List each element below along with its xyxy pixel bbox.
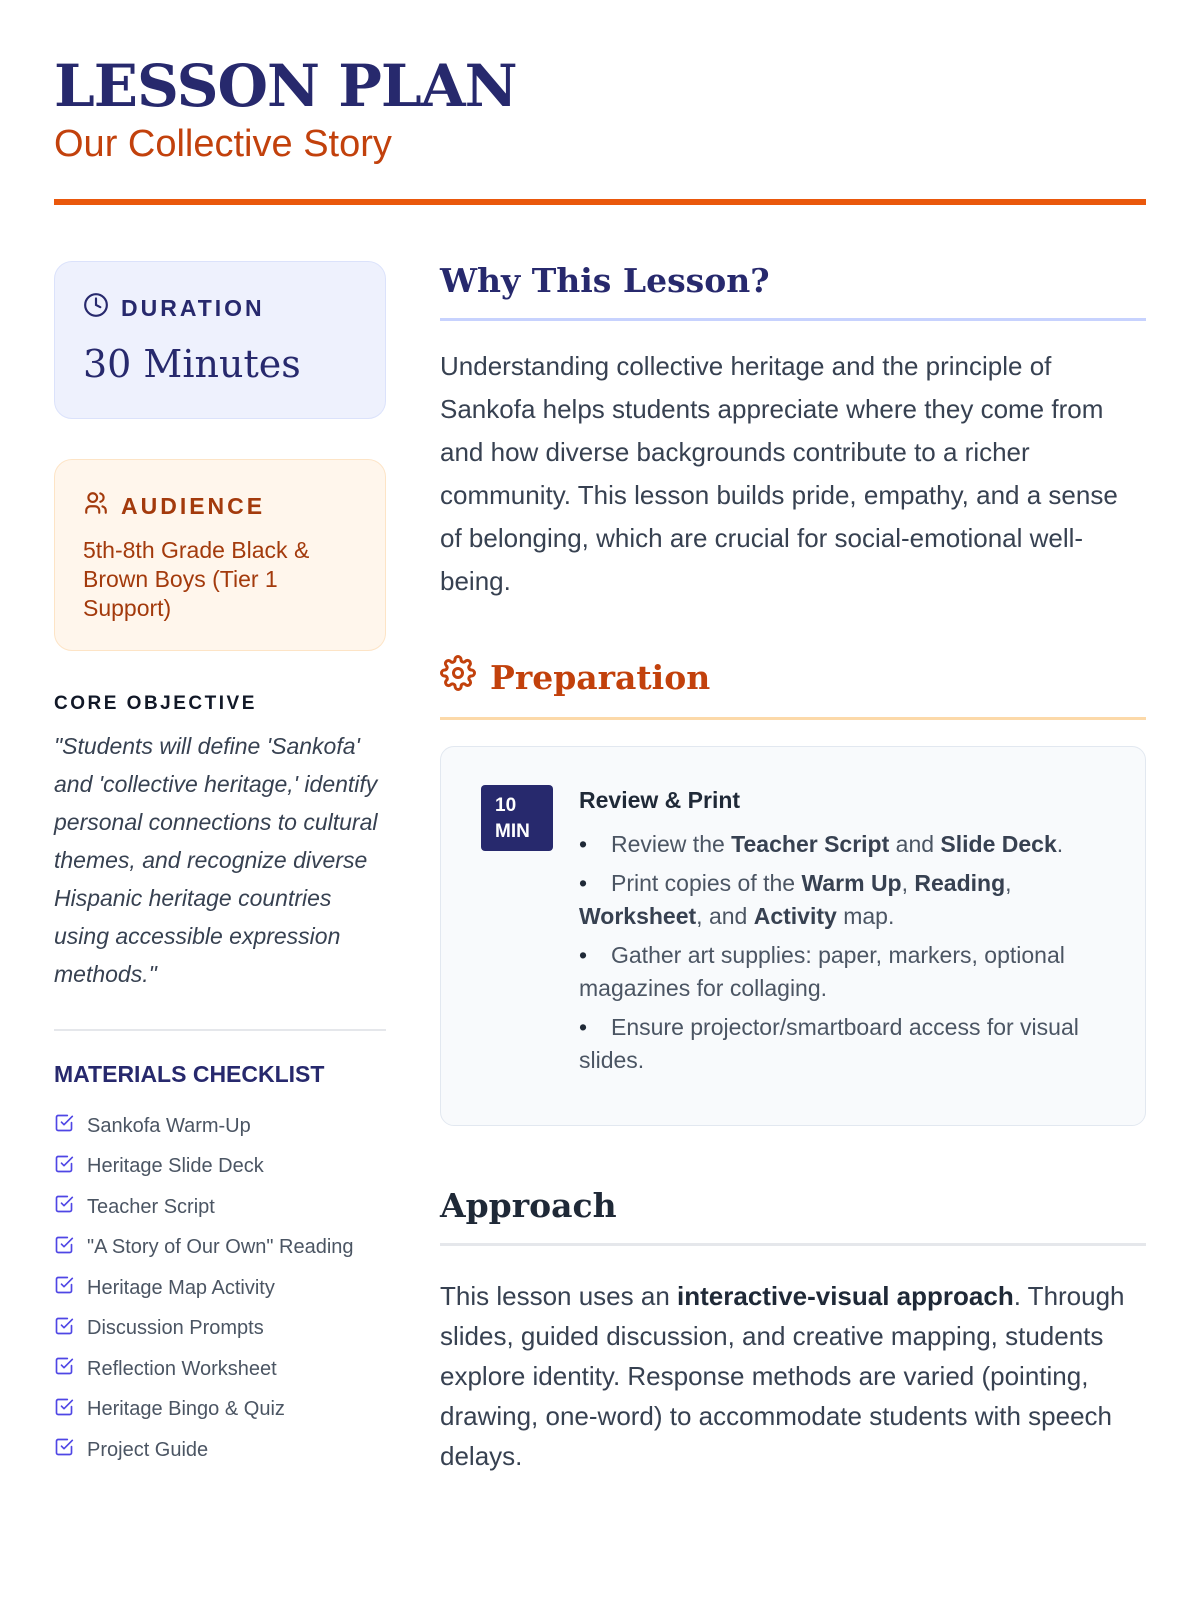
approach-divider — [440, 1243, 1146, 1246]
preparation-bullet: • Print copies of the Warm Up, Reading, Worksheet, and Activity map. — [579, 867, 1105, 933]
emphasis-text: Reading — [914, 870, 1006, 896]
main-content — [440, 261, 1146, 1502]
step-title: Review & Print — [579, 787, 741, 813]
checkbox-checked-icon — [54, 1397, 74, 1423]
why-divider — [440, 318, 1146, 321]
checkbox-checked-icon — [54, 1194, 74, 1220]
clock-icon — [83, 292, 109, 324]
materials-item-label: Sankofa Warm-Up — [87, 1114, 251, 1137]
materials-item-label: Heritage Slide Deck — [87, 1155, 264, 1178]
time-badge-unit: MIN — [495, 821, 530, 842]
gear-icon — [440, 655, 476, 699]
materials-item-label: Discussion Prompts — [87, 1317, 264, 1340]
materials-item-label: Heritage Map Activity — [87, 1276, 275, 1299]
checkbox-checked-icon — [54, 1235, 74, 1261]
duration-label: DURATION — [121, 294, 265, 321]
materials-item-label: Reflection Worksheet — [87, 1357, 277, 1380]
emphasis-text: Activity — [753, 903, 837, 929]
materials-item — [54, 1268, 386, 1309]
audience-label: AUDIENCE — [121, 492, 266, 519]
preparation-card — [440, 746, 1146, 1126]
preparation-divider — [440, 717, 1146, 720]
page-subtitle: Our Collective Story — [54, 123, 392, 165]
users-icon — [83, 490, 109, 522]
sidebar — [54, 261, 386, 1502]
emphasis-text: Slide Deck — [940, 831, 1057, 857]
checkbox-checked-icon — [54, 1316, 74, 1342]
objective-heading: CORE OBJECTIVE — [54, 693, 257, 714]
materials-item — [54, 1349, 386, 1390]
materials-item — [54, 1147, 386, 1188]
preparation-heading — [440, 655, 1146, 699]
emphasis-text: Warm Up — [801, 870, 902, 896]
emphasis-text: Worksheet — [579, 903, 697, 929]
page-title: LESSON PLAN — [54, 52, 517, 120]
checkbox-checked-icon — [54, 1275, 74, 1301]
checkbox-checked-icon — [54, 1113, 74, 1139]
materials-checklist — [54, 1106, 386, 1471]
checkbox-checked-icon — [54, 1356, 74, 1382]
materials-item-label: Teacher Script — [87, 1195, 215, 1218]
materials-item — [54, 1187, 386, 1228]
objective-text: "Students will define 'Sankofa' and 'collective heritage,' identify personal connections to cultural themes, and recognize diverse Hispanic heritage countries using accessible expression methods." — [54, 733, 378, 987]
approach-heading: Approach — [440, 1186, 617, 1225]
preparation-bullets — [579, 828, 1105, 1077]
emphasis-text: interactive-visual approach — [677, 1281, 1014, 1311]
materials-item — [54, 1430, 386, 1471]
why-text: Understanding collective heritage and the principle of Sankofa helps students appreciate where they come from and how diverse backgrounds contribute to a richer community. This lesson builds pride, empathy, and a sense of belonging, which are crucial for social-emotional well-being. — [440, 351, 1118, 596]
preparation-title: Preparation — [490, 657, 711, 697]
preparation-bullet: • Ensure projector/smartboard access for visual slides. — [579, 1011, 1105, 1077]
time-badge — [481, 785, 553, 851]
materials-item-label: "A Story of Our Own" Reading — [87, 1236, 354, 1259]
checkbox-checked-icon — [54, 1154, 74, 1180]
audience-value: 5th-8th Grade Black & Brown Boys (Tier 1 Support) — [83, 537, 310, 621]
materials-item — [54, 1390, 386, 1431]
materials-item — [54, 1309, 386, 1350]
preparation-bullet: • Gather art supplies: paper, markers, optional magazines for collaging. — [579, 939, 1105, 1005]
sidebar-divider — [54, 1029, 386, 1031]
materials-item — [54, 1228, 386, 1269]
materials-heading: MATERIALS CHECKLIST — [54, 1061, 325, 1087]
checkbox-checked-icon — [54, 1437, 74, 1463]
time-badge-number: 10 — [495, 795, 517, 816]
approach-text: This lesson uses an interactive-visual approach. Through slides, guided discussion, and creative mapping, students explore identity. Response methods are varied (pointing, drawing, one-word) to accommodate students with speech delays. — [440, 1281, 1125, 1471]
audience-card — [54, 459, 386, 651]
materials-item-label: Heritage Bingo & Quiz — [87, 1398, 285, 1421]
materials-item — [54, 1106, 386, 1147]
duration-value: 30 Minutes — [83, 342, 301, 386]
preparation-bullet: • Review the Teacher Script and Slide Deck. — [579, 828, 1105, 861]
duration-card — [54, 261, 386, 419]
header-divider — [54, 199, 1146, 205]
why-heading: Why This Lesson? — [440, 261, 770, 300]
emphasis-text: Teacher Script — [731, 831, 890, 857]
materials-item-label: Project Guide — [87, 1438, 209, 1461]
